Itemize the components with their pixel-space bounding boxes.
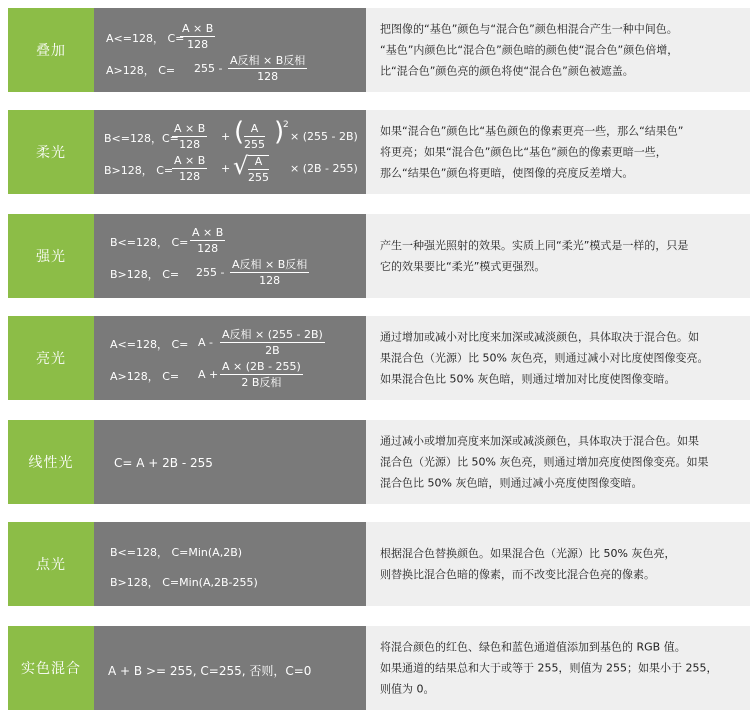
description-cell — [366, 214, 750, 298]
table-row — [8, 8, 750, 92]
formula-term: A - — [198, 336, 213, 349]
paren-open: ( — [234, 117, 245, 147]
description-line: “基色”内颜色比“混合色”颜色暗的颜色使“混合色”颜色倍增， — [380, 43, 679, 57]
description-cell — [366, 626, 750, 710]
formula-expression: A + B >= 255, C=255, 否则，C=0 — [108, 664, 312, 678]
description-cell — [366, 522, 750, 606]
description-line: 把图像的“基色”颜色与“混合色”颜色相混合产生一种中间色。 — [380, 22, 678, 36]
formula-operator: + — [221, 162, 231, 175]
description-line: 将混合颜色的红色、绿色和蓝色通道值添加到基色的 RGB 值。 — [380, 640, 686, 654]
formula-exponent: 2 — [283, 120, 289, 130]
formula-fraction: A反相 × (255 - 2B) 2B — [222, 328, 323, 357]
description-line: 那么“结果色”颜色将更暗，使图像的亮度反差增大。 — [380, 166, 634, 180]
description-line: 则值为 0。 — [380, 682, 435, 696]
table-row — [8, 522, 750, 606]
mode-name: 强光 — [8, 214, 94, 298]
formula-term: A + — [198, 368, 219, 381]
formula-fraction: $\frac{A \times B}{128}$ — [174, 154, 206, 183]
description-line: 比“混合色”颜色亮的颜色将使“混合色”颜色被遮盖。 — [380, 64, 634, 78]
formula-expression: B<=128， C=Min(A,2B) — [110, 546, 243, 559]
formula-term: × (2B - 255) — [290, 162, 358, 175]
paren-close: ) — [274, 117, 285, 147]
formula-fraction: A反相 × B反相 128 — [230, 54, 306, 83]
description-line: 通过减小或增加亮度来加深或减淡颜色，具体取决于混合色。如果 — [380, 434, 699, 448]
formula-condition: A<=128， C= — [110, 338, 189, 351]
formula-term: 255 - — [196, 266, 225, 279]
mode-name: 线性光 — [8, 420, 94, 504]
mode-name: 实色混合 — [8, 626, 94, 710]
formula-fraction: $\frac{A \times B}{128}$ — [192, 226, 224, 255]
table-row — [8, 214, 750, 298]
table-row — [8, 316, 750, 400]
formula-expression: C= A + 2B - 255 — [114, 456, 213, 470]
formula-fraction: $\frac{A}{255}$ — [244, 122, 265, 151]
description-line: 则替换比混合色暗的像素，而不改变比混合色亮的像素。 — [380, 568, 655, 581]
description-line: 混合色（光源）比 50% 灰色亮，则通过增加亮度使图像变亮。如果 — [380, 455, 709, 469]
formula-fraction: $\frac{A}{255}$ — [248, 155, 269, 184]
formula-condition: A<=128， C= — [106, 32, 185, 45]
mode-name: 点光 — [8, 522, 94, 606]
formula-operator: + — [221, 130, 231, 143]
formula-fraction: A × (2B - 255) 2 B反相 — [222, 360, 301, 389]
description-line: 将更亮；如果“混合色”颜色比“基色”颜色的像素更暗一些， — [380, 145, 667, 159]
sqrt-icon: √ — [233, 152, 249, 180]
description-line: 如果混合色比 50% 灰色暗，则通过增加对比度使图像变暗。 — [380, 372, 676, 386]
formula-condition: A>128， C= — [106, 64, 176, 77]
mode-name: 柔光 — [8, 110, 94, 194]
description-line: 根据混合色替换颜色。如果混合色（光源）比 50% 灰色亮， — [380, 547, 676, 560]
formula-fraction: A反相 × B反相 128 — [232, 258, 308, 287]
description-cell — [366, 420, 750, 504]
table-row — [8, 626, 750, 710]
formula-term: 255 - — [194, 62, 223, 75]
description-line: 产生一种强光照射的效果。实质上同“柔光”模式是一样的，只是 — [380, 239, 689, 252]
formula-fraction: $\frac{A \times B}{128}$ — [174, 122, 206, 151]
formula-condition: A>128， C= — [110, 370, 180, 383]
formula-fraction: $\frac{A \times B}{128}$ — [182, 22, 214, 51]
formula-cell — [94, 626, 366, 710]
formula-cell — [94, 420, 366, 504]
mode-name: 叠加 — [8, 8, 94, 92]
description-line: 混合色比 50% 灰色暗，则通过减小亮度使图像变暗。 — [380, 476, 643, 490]
mode-name: 亮光 — [8, 316, 94, 400]
description-cell — [366, 110, 750, 194]
description-cell — [366, 316, 750, 400]
formula-cell — [94, 214, 366, 298]
formula-cell — [94, 8, 366, 92]
table-row — [8, 110, 750, 194]
description-line: 果混合色（光源）比 50% 灰色亮，则通过减小对比度使图像变亮。 — [380, 351, 709, 365]
formula-cell — [94, 110, 366, 194]
formula-condition: B<=128，C= — [104, 132, 179, 145]
description-line: 如果“混合色”颜色比“基色颜色的像素更亮一些，那么“结果色” — [380, 124, 684, 138]
description-line: 通过增加或减小对比度来加深或减淡颜色，具体取决于混合色。如 — [380, 330, 699, 344]
description-cell — [366, 8, 750, 92]
formula-condition: B>128， C= — [110, 268, 180, 281]
description-line: 它的效果要比“柔光”模式更强烈。 — [380, 260, 546, 273]
formula-cell — [94, 316, 366, 400]
formula-term: × (255 - 2B) — [290, 130, 358, 143]
formula-condition: B>128， C= — [104, 164, 174, 177]
formula-cell — [94, 522, 366, 606]
formula-condition: B<=128， C= — [110, 236, 189, 249]
description-line: 如果通道的结果总和大于或等于 255，则值为 255；如果小于 255， — [380, 661, 718, 675]
table-row — [8, 420, 750, 504]
formula-expression: B>128， C=Min(A,2B-255) — [110, 576, 258, 589]
